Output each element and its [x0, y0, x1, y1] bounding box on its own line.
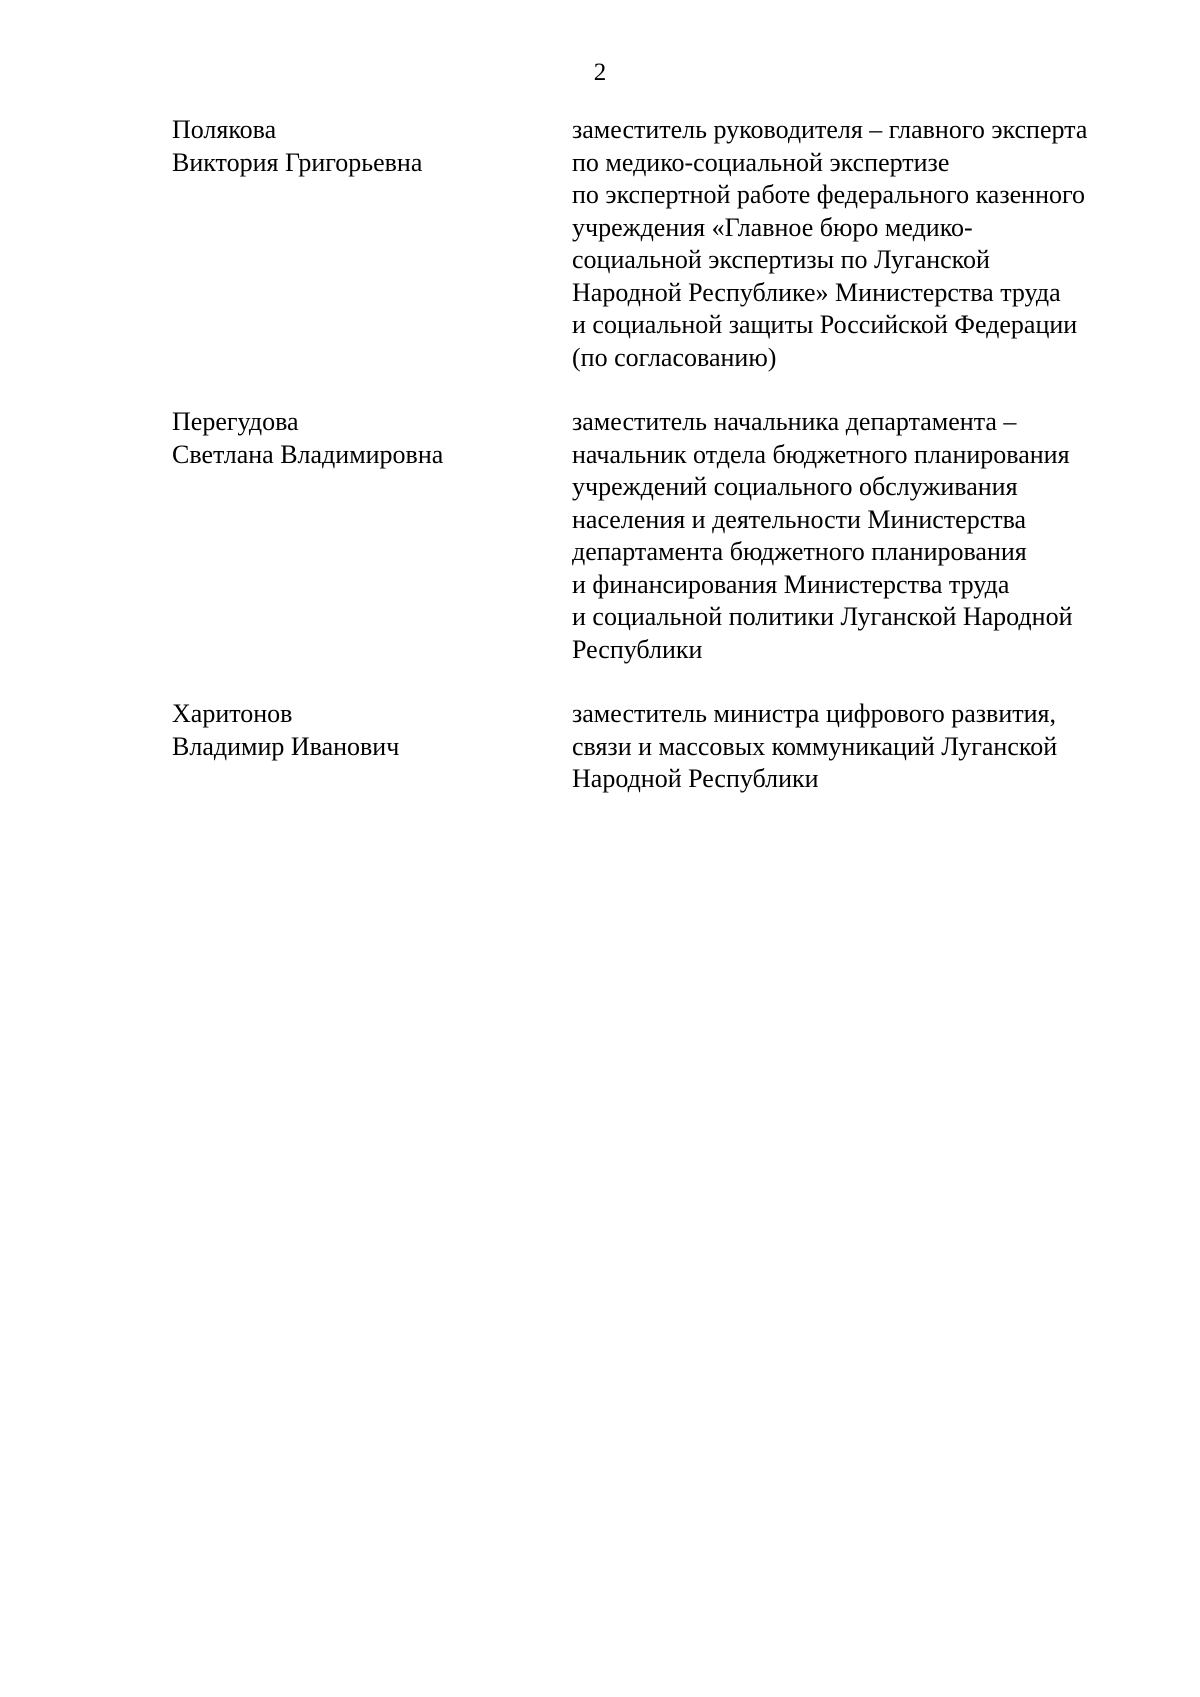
position-line: учреждений социального обслуживания: [572, 472, 1018, 501]
position-line: (по согласованию): [572, 342, 777, 372]
position-line: и социальной политики Луганской Народной: [572, 602, 1073, 631]
personnel-entry: [172, 698, 1162, 796]
position-line: департамента бюджетного планирования: [572, 537, 1027, 566]
person-name: [172, 406, 572, 666]
position-line: Народной Республики: [572, 764, 819, 793]
person-position: [572, 698, 1162, 796]
person-position: [572, 406, 1162, 666]
personnel-entry: [172, 114, 1162, 374]
person-surname: Харитонов: [172, 699, 293, 728]
position-line: населения и деятельности Министерства: [572, 504, 1027, 534]
position-line: по экспертной работе федерального казенного: [572, 180, 1086, 209]
person-name: [172, 698, 572, 796]
position-line: заместитель министра цифрового развития,: [572, 699, 1056, 728]
person-position: [572, 114, 1162, 374]
position-line: связи и массовых коммуникаций Луганской: [572, 731, 1058, 761]
person-surname: Полякова: [172, 115, 277, 144]
position-line: социальной экспертизы по Луганской: [572, 245, 990, 274]
position-line: по медико-социальной экспертизе: [572, 147, 950, 177]
person-given-names: Виктория Григорьевна: [172, 147, 423, 177]
person-given-names: Светлана Владимировна: [172, 439, 444, 469]
position-line: Республики: [572, 634, 703, 664]
personnel-list: [172, 114, 1162, 828]
position-line: начальник отдела бюджетного планирования: [572, 439, 1070, 469]
person-surname: Перегудова: [172, 407, 299, 436]
personnel-entry: [172, 406, 1162, 666]
position-line: заместитель руководителя – главного эксперта: [572, 115, 1088, 144]
position-line: Народной Республике» Министерства труда: [572, 277, 1061, 307]
person-given-names: Владимир Иванович: [172, 731, 400, 761]
position-line: и финансирования Министерства труда: [572, 569, 1010, 599]
position-line: и социальной защиты Российской Федерации: [572, 310, 1078, 339]
page-number: 2: [593, 59, 607, 86]
position-line: заместитель начальника департамента –: [572, 407, 1017, 436]
person-name: [172, 114, 572, 374]
position-line: учреждения «Главное бюро медико-: [572, 212, 973, 242]
